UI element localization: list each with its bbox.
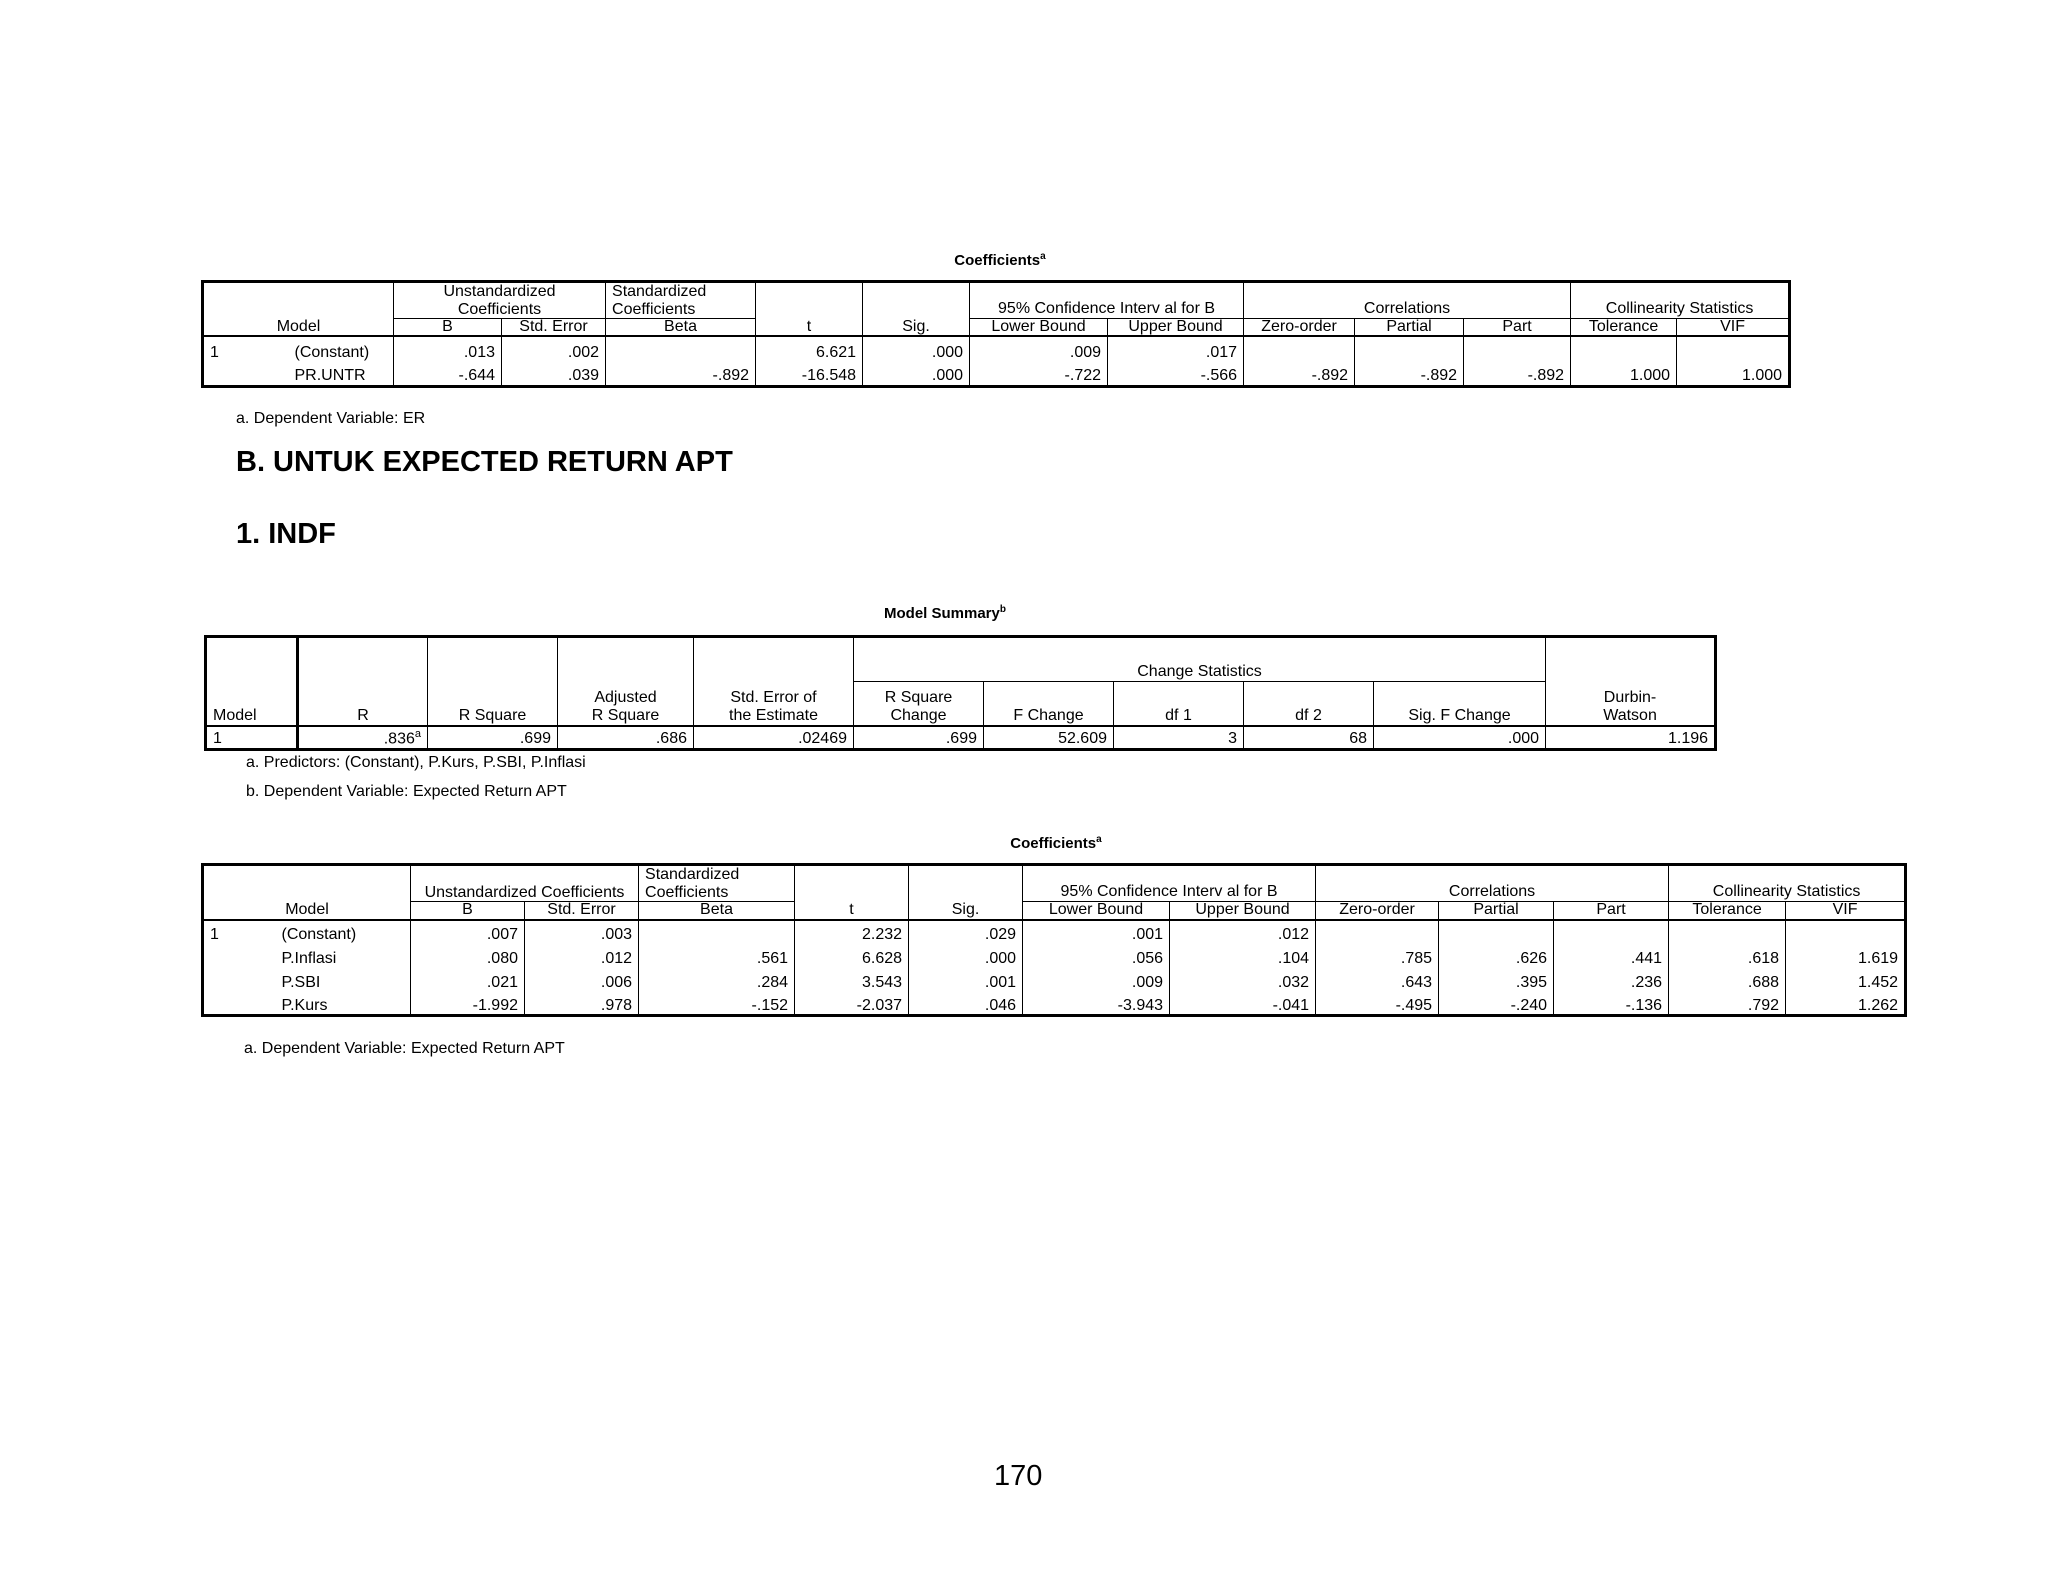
coef2-ci-header: 95% Confidence Interv al for B (1023, 865, 1316, 902)
table-row: P.Kurs -1.992 .978 -.152 -2.037 .046 -3.943 -.041 -.495 -.240 -.136 .792 1.262 (203, 992, 1906, 1016)
summary-title: Model Summary$^b$ (884, 604, 1006, 622)
coef2-std-header: Standardized Coefficients (639, 865, 795, 902)
table-row: 1 (Constant) .007 .003 2.232 .029 .001 .012 (203, 920, 1906, 944)
summary-footnote-b: b. Dependent Variable: Expected Return APT (246, 783, 567, 800)
coef2-unstd-header: Unstandardized Coefficients (411, 865, 639, 902)
coef1-header-row-2: Model B Std. Error Beta t Sig. Lower Bound Upper Bound Zero-order Partial Part Tolerance VIF (203, 319, 1790, 337)
coef1-corr-header: Correlations (1244, 282, 1571, 319)
table-row: P.SBI .021 .006 .284 3.543 .001 .009 .032 .643 .395 .236 .688 1.452 (203, 968, 1906, 992)
table-row: 1 (Constant) .013 .002 6.621 .000 .009 .017 (203, 336, 1790, 361)
coef2-footnote: a. Dependent Variable: Expected Return APT (244, 1040, 565, 1057)
coef2-coll-header: Collinearity Statistics (1669, 865, 1906, 902)
coef1-body (203, 336, 1790, 386)
coef1-unstd-header: Unstandardized Coefficients (394, 282, 606, 319)
coef1-ci-header: 95% Confidence Interv al for B (970, 282, 1244, 319)
coef2-table (201, 863, 1907, 1017)
page-number: 170 (994, 1460, 1043, 1492)
summary-header-row-1: Model R R Square Adjusted R Square Std. Error of the Estimate Change Statistics Durbin- Watson (206, 637, 1716, 682)
coef2-body (203, 920, 1906, 1016)
coef2-header-row-2: Model B Std. Error Beta t Sig. Lower Bound Upper Bound Zero-order Partial Part Tolerance VIF (203, 902, 1906, 920)
table-row: P.Inflasi .080 .012 .561 6.628 .000 .056 .104 .785 .626 .441 .618 1.619 (203, 944, 1906, 968)
coef1-table (201, 280, 1791, 388)
table-row: 1 .836$^a$ .699 .686 .02469 .699 52.609 3 68 .000 1.196 (206, 726, 1716, 750)
summary-change-header: Change Statistics (854, 637, 1546, 682)
table-row: PR.UNTR -.644 .039 -.892 -16.548 .000 -.722 -.566 -.892 -.892 -.892 1.000 1.000 (203, 361, 1790, 386)
section-heading-1: 1. INDF (236, 518, 336, 550)
coef2-title: Coefficients$^a$ (1010, 834, 1102, 852)
coef1-coll-header: Collinearity Statistics (1571, 282, 1790, 319)
coef1-header-row-1 (203, 282, 1790, 319)
summary-table (204, 635, 1717, 751)
summary-footnote-a: a. Predictors: (Constant), P.Kurs, P.SBI, P.Inflasi (246, 754, 586, 771)
coef1-footnote: a. Dependent Variable: ER (236, 410, 426, 427)
coef2-corr-header: Correlations (1316, 865, 1669, 902)
coef2-header-row-1 (203, 865, 1906, 902)
coef1-title: Coefficients$^a$ (954, 251, 1046, 269)
section-heading-b: B. UNTUK EXPECTED RETURN APT (236, 446, 733, 478)
summary-header-row-2: R Square Change F Change df 1 df 2 Sig. F Change (206, 682, 1716, 726)
coef1-std-header: Standardized Coefficients (606, 282, 756, 319)
